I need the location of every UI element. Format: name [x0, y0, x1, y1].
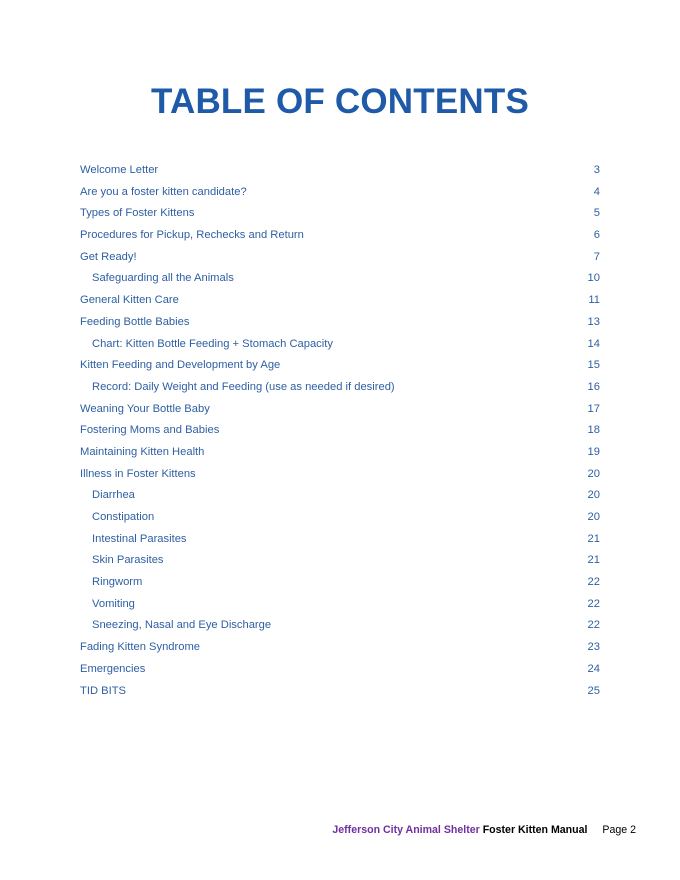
toc-entry-label[interactable]: Get Ready! — [80, 250, 137, 263]
toc-entry[interactable] — [80, 225, 600, 247]
footer-page-number: Page 2 — [602, 824, 636, 836]
toc-entry-page-number[interactable]: 21 — [587, 554, 600, 567]
toc-entry-label[interactable]: Intestinal Parasites — [92, 532, 187, 545]
toc-entry-page-number[interactable]: 24 — [587, 662, 600, 675]
toc-entry[interactable] — [80, 507, 600, 529]
toc-entry-page-number[interactable]: 6 — [593, 229, 600, 242]
toc-entry-label[interactable]: TID BITS — [80, 684, 126, 697]
toc-entry-page-number[interactable]: 17 — [587, 402, 600, 415]
toc-entry-page-number[interactable]: 3 — [593, 164, 600, 176]
toc-entry-label[interactable]: Sneezing, Nasal and Eye Discharge — [92, 619, 272, 632]
toc-entry-page-number[interactable]: 20 — [587, 467, 600, 480]
toc-entry-label[interactable]: Kitten Feeding and Development by Age — [80, 359, 281, 372]
toc-entry-label[interactable]: Safeguarding all the Animals — [92, 272, 234, 285]
toc-entry[interactable] — [80, 268, 600, 290]
toc-entry-label[interactable]: Fading Kitten Syndrome — [80, 641, 201, 654]
toc-entry-label[interactable]: Are you a foster kitten candidate? — [80, 185, 247, 198]
toc-entry[interactable] — [80, 594, 600, 616]
toc-entry[interactable] — [80, 659, 600, 681]
toc-entry-page-number[interactable]: 19 — [587, 445, 600, 458]
toc-entry-label[interactable]: Vomiting — [92, 597, 135, 610]
footer-organization: Jefferson City Animal Shelter — [332, 824, 480, 836]
toc-entry[interactable] — [80, 485, 600, 507]
toc-entry[interactable] — [80, 442, 600, 464]
toc-entry-label[interactable]: Procedures for Pickup, Rechecks and Return — [80, 229, 304, 242]
toc-entry[interactable] — [80, 550, 600, 572]
toc-entry[interactable] — [80, 399, 600, 421]
toc-entry[interactable] — [80, 247, 600, 269]
page-title: TABLE OF CONTENTS — [150, 82, 529, 121]
toc-entry-page-number[interactable]: 4 — [593, 185, 600, 198]
toc-entry-page-number[interactable]: 25 — [587, 684, 600, 697]
toc-entry-page-number[interactable]: 21 — [587, 532, 600, 545]
toc-entry[interactable] — [80, 529, 600, 551]
toc-entry-label[interactable]: Maintaining Kitten Health — [80, 445, 205, 458]
page-footer — [332, 824, 636, 836]
toc-entry-page-number[interactable]: 14 — [587, 337, 600, 350]
toc-entry[interactable] — [80, 203, 600, 225]
toc-entry[interactable] — [80, 312, 600, 334]
toc-entry-page-number[interactable]: 20 — [587, 489, 600, 502]
toc-entry-label[interactable]: Weaning Your Bottle Baby — [80, 402, 210, 415]
toc-entry-label[interactable]: General Kitten Care — [80, 294, 179, 307]
toc-entry-page-number[interactable]: 22 — [587, 619, 600, 632]
toc-entry-label[interactable]: Chart: Kitten Bottle Feeding + Stomach Capacity — [92, 337, 333, 350]
toc-entry-page-number[interactable]: 18 — [587, 424, 600, 437]
toc-entry[interactable] — [80, 290, 600, 312]
toc-entry[interactable] — [80, 615, 600, 637]
toc-entry-page-number[interactable]: 10 — [587, 272, 600, 285]
toc-entry-label[interactable]: Constipation — [92, 511, 155, 523]
toc-entry-page-number[interactable]: 20 — [587, 511, 600, 523]
footer-manual-title: Foster Kitten Manual — [482, 824, 588, 836]
toc-entry-page-number[interactable]: 23 — [587, 641, 600, 654]
toc-entry[interactable] — [80, 572, 600, 594]
toc-entry-page-number[interactable]: 13 — [587, 315, 600, 328]
toc-entry[interactable] — [80, 334, 600, 356]
toc-entry[interactable] — [80, 182, 600, 204]
toc-entry-page-number[interactable]: 15 — [587, 359, 600, 372]
toc-entry[interactable] — [80, 681, 600, 703]
toc-entry[interactable] — [80, 464, 600, 486]
toc-entry[interactable] — [80, 420, 600, 442]
toc-entry-page-number[interactable]: 7 — [593, 250, 600, 263]
toc-entry[interactable] — [80, 160, 600, 182]
toc-entry-label[interactable]: Illness in Foster Kittens — [80, 467, 196, 480]
toc-entry-label[interactable]: Emergencies — [80, 662, 146, 675]
toc-entry-page-number[interactable]: 11 — [588, 294, 600, 307]
toc-entry-page-number[interactable]: 22 — [587, 576, 600, 589]
toc-entry[interactable] — [80, 377, 600, 399]
toc-entry-page-number[interactable]: 16 — [587, 380, 600, 393]
toc-entry-label[interactable]: Ringworm — [92, 576, 143, 589]
toc-entry-label[interactable]: Fostering Moms and Babies — [80, 424, 220, 437]
toc-entry-page-number[interactable]: 22 — [587, 597, 600, 610]
toc-entry[interactable] — [80, 637, 600, 659]
toc-entry-label[interactable]: Types of Foster Kittens — [80, 207, 195, 220]
toc-entry[interactable] — [80, 355, 600, 377]
toc-entry-label[interactable]: Welcome Letter — [80, 164, 159, 176]
toc-entry-label[interactable]: Record: Daily Weight and Feeding (use as needed if desired) — [92, 380, 395, 393]
toc-entry-label[interactable]: Feeding Bottle Babies — [80, 315, 190, 328]
toc-entry-label[interactable]: Skin Parasites — [92, 554, 164, 567]
toc-entry-label[interactable]: Diarrhea — [92, 489, 135, 502]
table-of-contents — [80, 160, 600, 702]
toc-entry-page-number[interactable]: 5 — [593, 207, 600, 220]
